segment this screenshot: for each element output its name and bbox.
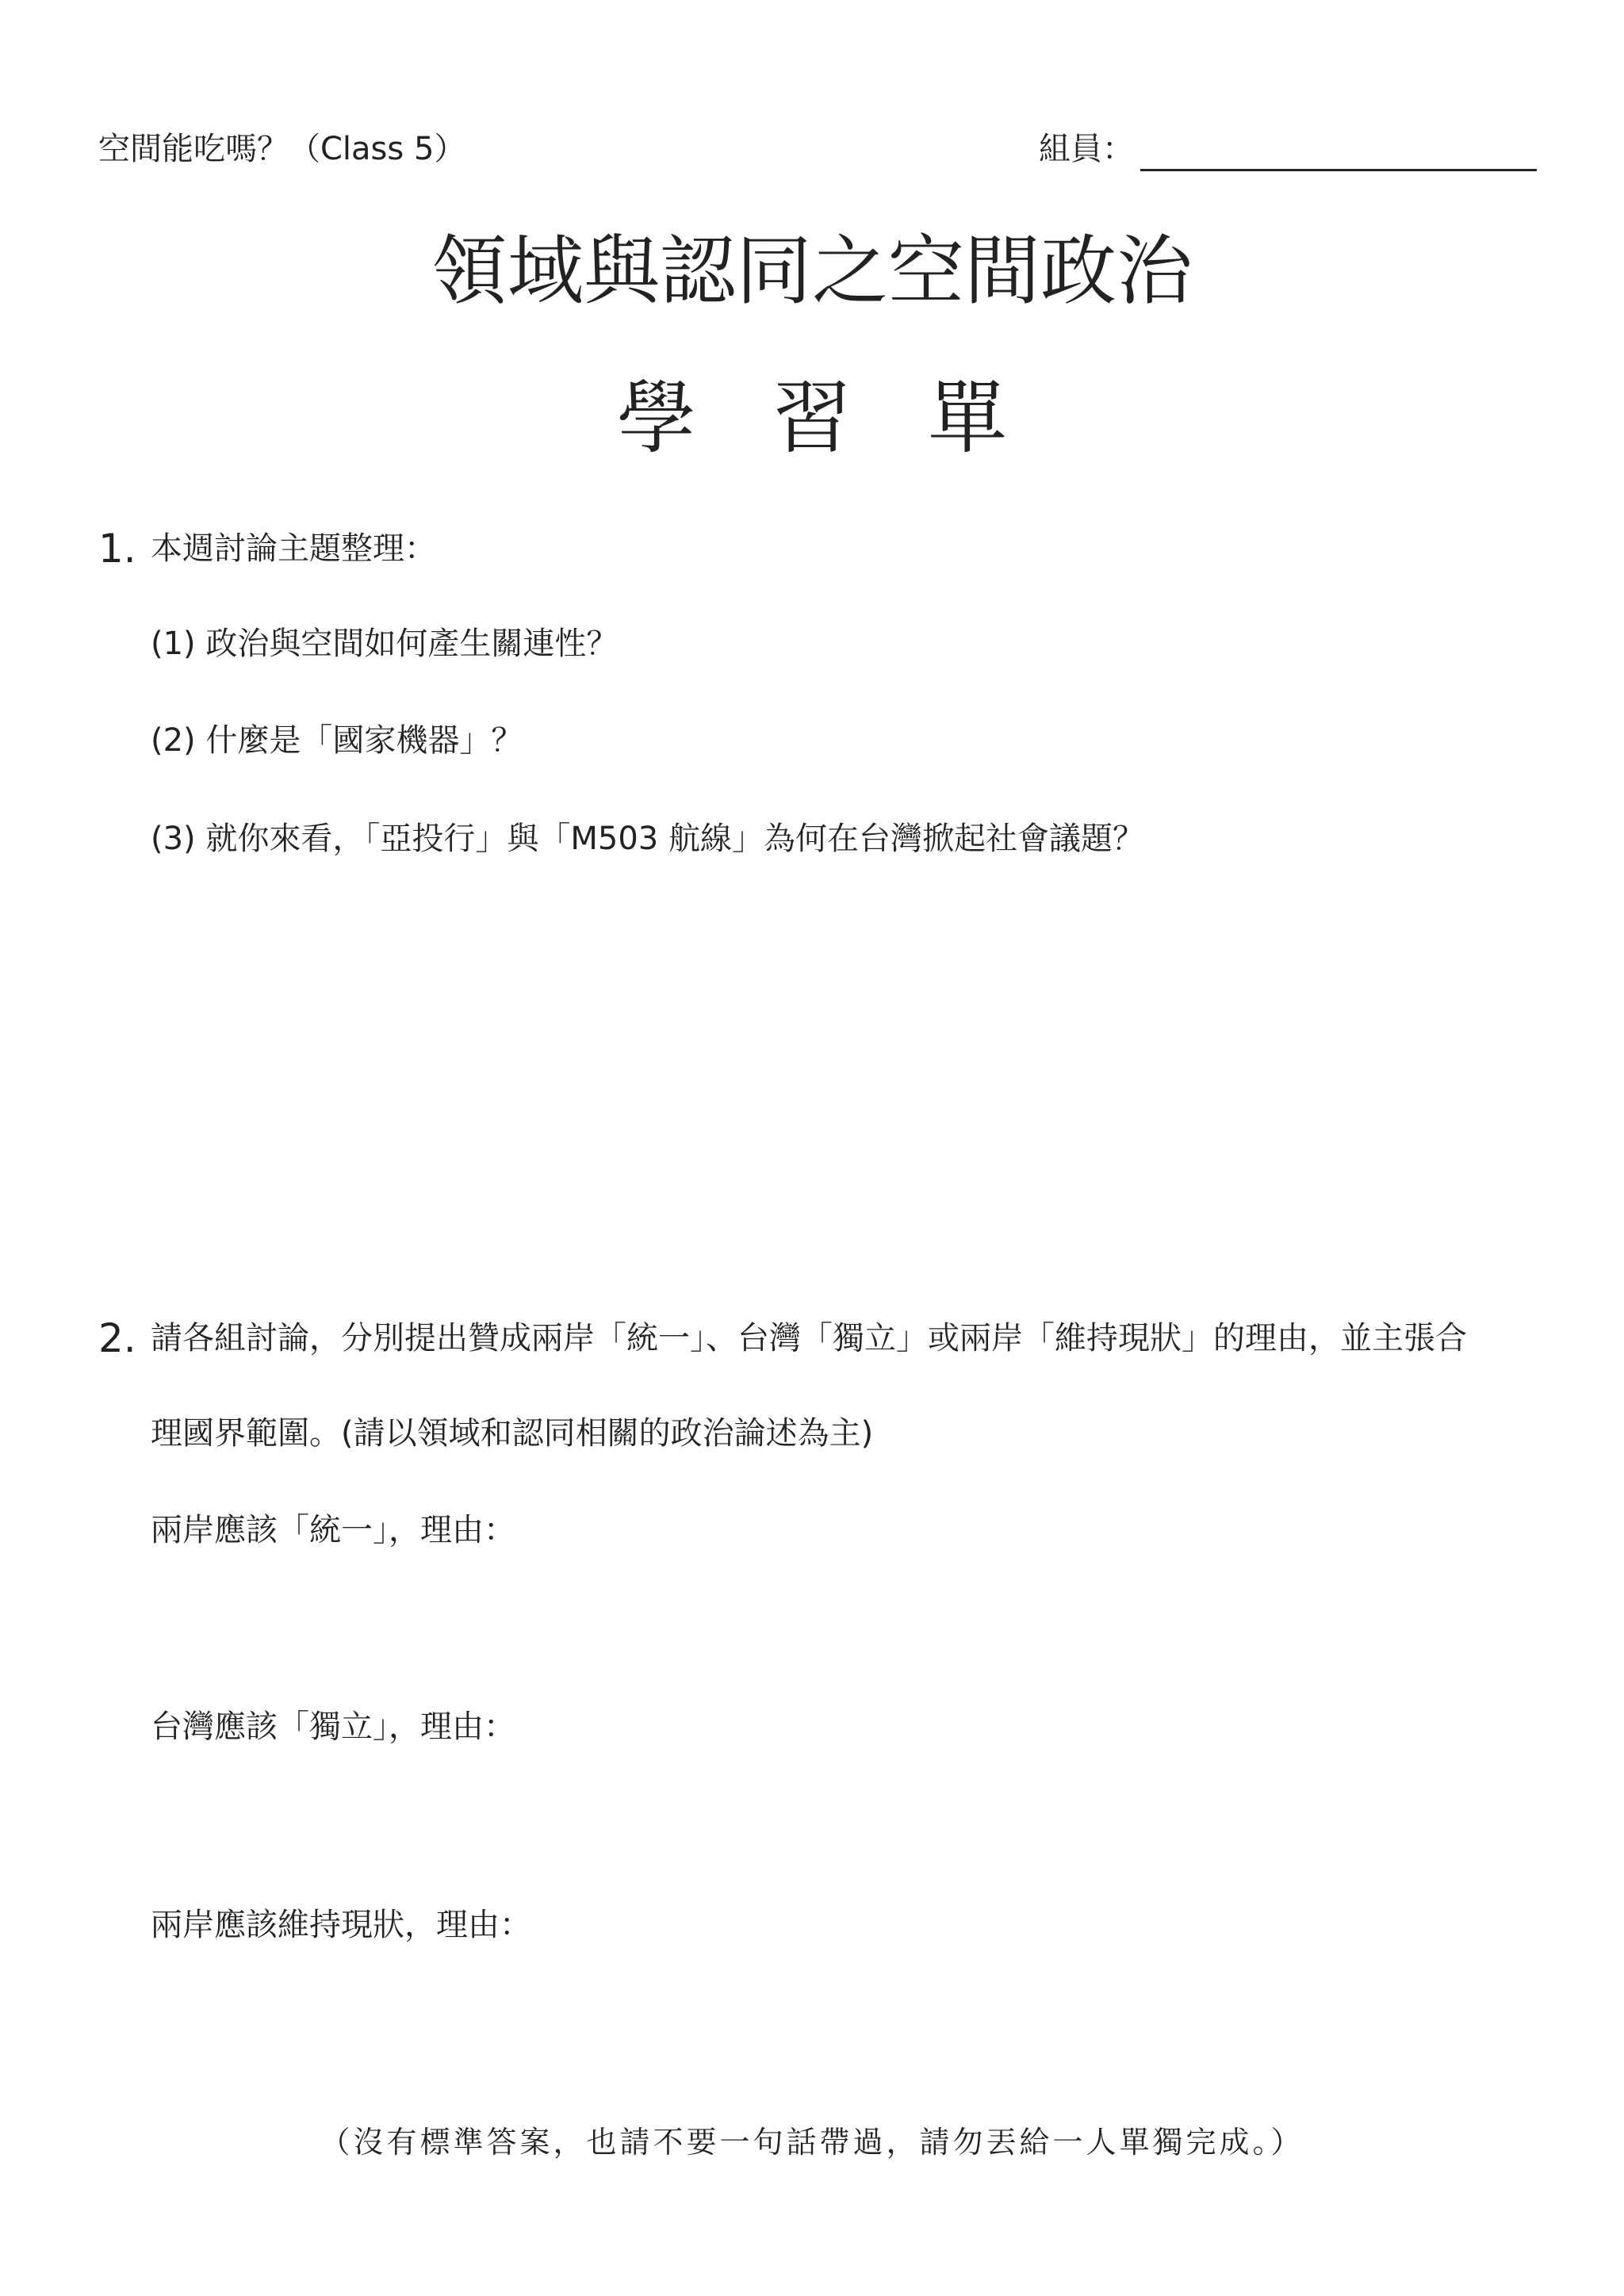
prompt-unification: 兩岸應該「統一」，理由： <box>151 1512 515 1548</box>
page-title: 領域與認同之空間政治 <box>431 227 1193 316</box>
question1-item-1: (1) 政治與空間如何產生關連性？ <box>151 626 619 662</box>
page-subtitle: 學習單 <box>617 372 1083 465</box>
prompt-independence: 台灣應該「獨立」，理由： <box>151 1709 515 1745</box>
member-field <box>1039 127 1537 171</box>
prompt-status-quo: 兩岸應該維持現狀，理由： <box>151 1907 531 1943</box>
question2-text-line2: 理國界範圍。(請以領域和認同相關的政治論述為主) <box>151 1415 874 1452</box>
course-label: 空間能吃嗎？（Class 5） <box>98 131 466 167</box>
question2-text-line1: 請各組討論，分別提出贊成兩岸「統一」、台灣「獨立」或兩岸「維持現狀」的理由，並主張合 <box>151 1320 1467 1357</box>
member-blank-line <box>1140 129 1537 171</box>
footer-note: （沒有標準答案，也請不要一句話帶過，請勿丟給一人單獨完成。） <box>320 2125 1304 2160</box>
member-label: 組員： <box>1039 131 1134 167</box>
question1-text: 本週討論主題整理： <box>151 530 436 567</box>
question1-item-3: (3) 就你來看，「亞投行」與「M503 航線」為何在台灣掀起社會議題？ <box>151 821 1144 857</box>
question2-number: 2. <box>98 1315 136 1361</box>
question1-item-2: (2) 什麼是「國家機器」？ <box>151 722 523 759</box>
question1-number: 1. <box>98 526 136 572</box>
